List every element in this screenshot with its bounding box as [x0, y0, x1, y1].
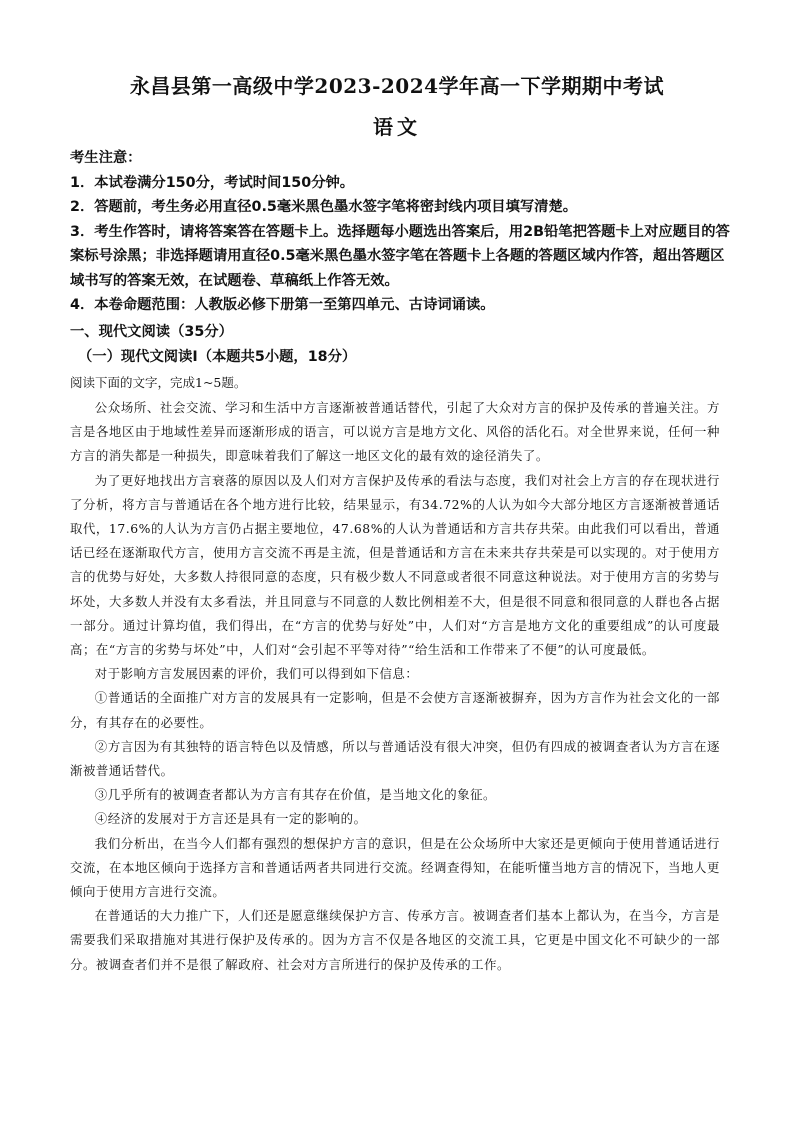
candidate-notice — [70, 146, 730, 318]
notice-item: 3．考生作答时，请将答案答在答题卡上。选择题每小题选出答案后，用2B铅笔把答题卡上对应题目的答案标号涂黑；非选择题请用直径0.5毫米黑色墨水签字笔在答题卡上各题的答题区域内作答，超出答题区域书写的答案无效，在试题卷、草稿纸上作答无效。 — [70, 223, 730, 289]
subsection-heading: （一）现代文阅读Ⅰ（本题共5小题，18分） — [78, 349, 357, 365]
passage-paragraph: ④经济的发展对于方言还是具有一定的影响的。 — [94, 811, 367, 827]
passage-paragraph: 我们分析出，在当今人们都有强烈的想保护方言的意识，但是在公众场所中大家还是更倾向于使用普通话进行交流，在本地区倾向于选择方言和普通话两者共同进行交流。经调查得知，在能听懂当地方言的情况下，当地人更倾向于使用方言进行交流。 — [70, 835, 720, 900]
exam-title: 永昌县第一高级中学2023-2024学年高一下学期期中考试 — [129, 74, 665, 98]
passage-paragraph: 为了更好地找出方言衰落的原因以及人们对方言保护及传承的看法与态度，我们对社会上方言的存在现状进行了分析，将方言与普通话在各个地方进行比较，结果显示，有34.72%的人认为如今大部分地区方言逐渐被普通话取代，17.6%的人认为方言仍占据主要地位，47.68%的人认为普通话和方言共存共荣。由此我们可以看出，普通话已经在逐渐取代方言，使用方言交流不再是主流，但是普通话和方言在未来共存共荣是可以实现的。对于使用方言的优势与好处，大多数人持很同意的态度，只有极少数人不同意或者很不同意这种说法。对于使用方言的劣势与坏处，大多数人并没有太多看法，并且同意与不同意的人数比例相差不大，但是很不同意和很同意的人群也各占据一部分。通过计算均值，我们得出，在“方言的优势与好处”中，人们对“方言是地方文化的重要组成”的认可度最高；在“方言的劣势与坏处”中，人们对“会引起不平等对待”“给生活和工作带来了不便”的认可度最低。 — [70, 472, 720, 658]
notice-item: 2．答题前，考生务必用直径0.5毫米黑色墨水签字笔将密封线内项目填写清楚。 — [70, 199, 578, 215]
reading-instruction: 阅读下面的文字，完成1~5题。 — [70, 375, 247, 390]
passage-paragraph: ①普通话的全面推广对方言的发展具有一定影响，但是不会使方言逐渐被摒弃，因为方言作为社会文化的一部分，有其存在的必要性。 — [70, 690, 720, 730]
passage-paragraph: 公众场所、社会交流、学习和生活中方言逐渐被普通话替代，引起了大众对方言的保护及传承的普遍关注。方言是各地区由于地域性差异而逐渐形成的语言，可以说方言是地方文化、风俗的活化石。对全世界来说，任何一种方言的消失都是一种损失，即意味着我们了解这一地区文化的最有效的途径消失了。 — [70, 400, 720, 464]
passage-paragraph: ③几乎所有的被调查者都认为方言有其存在价值，是当地文化的象征。 — [94, 787, 496, 803]
subject-title: 语文 — [373, 115, 421, 139]
passage-paragraph: 对于影响方言发展因素的评价，我们可以得到如下信息： — [94, 666, 419, 682]
reading-passage — [70, 396, 720, 977]
notice-item: 1．本试卷满分150分，考试时间150分钟。 — [70, 174, 355, 191]
passage-paragraph: ②方言因为有其独特的语言特色以及情感，所以与普通话没有很大冲突，但仍有四成的被调查者认为方言在逐渐被普通话替代。 — [70, 738, 720, 779]
passage-paragraph: 在普通话的大力推广下，人们还是愿意继续保护方言、传承方言。被调查者们基本上都认为，在当今，方言是需要我们采取措施对其进行保护及传承的。因为方言不仅是各地区的交流工具，它更是中国文化不可缺少的一部分。被调查者们并不是很了解政府、社会对方言所进行的保护及传承的工作。 — [70, 908, 720, 972]
notice-item: 4．本卷命题范围：人教版必修下册第一至第四单元、古诗词诵读。 — [70, 297, 495, 313]
notice-heading: 考生注意： — [70, 150, 142, 166]
section-heading: 一、现代文阅读（35分） — [70, 324, 233, 340]
